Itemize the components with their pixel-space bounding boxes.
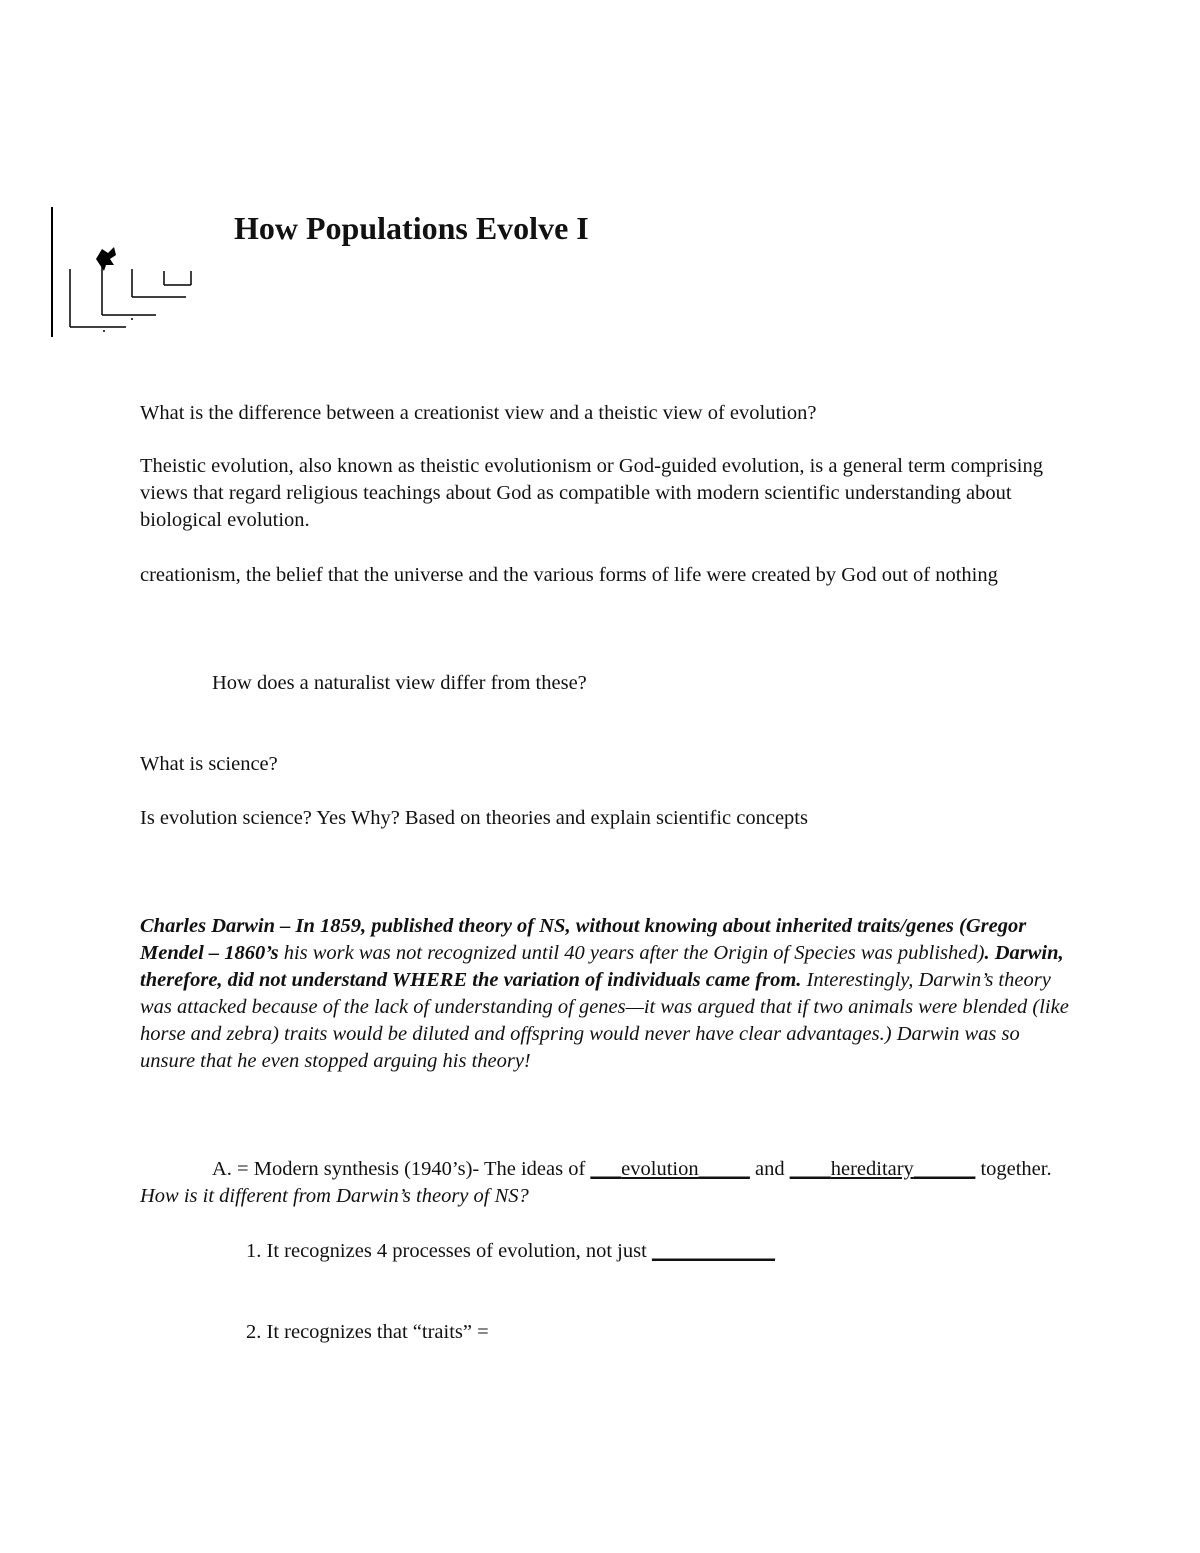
modern-synthesis-paragraph — [140, 1156, 1070, 1210]
list-item-processes — [246, 1238, 775, 1265]
item1-blank: ____________ — [651, 1240, 775, 1262]
darwin-italic-attack: Interestingly, Darwin’s theory was attacked because of the lack of understanding of genes—it was argued that if two animals were blended (like horse and zebra) traits would be diluted and offspring would never have clear advantages.) Darwin was so unsure that he even stopped arguing his theory! — [140, 969, 1069, 1072]
creationism-answer: creationism, the belief that the universe and the various forms of life were created by God out of nothing — [140, 564, 998, 586]
darwin-bold-intro: Charles Darwin – In 1859, published theory of NS, without knowing about inherited traits/genes (Gregor Mendel – 1860’s — [140, 915, 1027, 964]
synthesis-prefix: A. = Modern synthesis (1940’s)- The ideas of — [212, 1158, 591, 1180]
synthesis-suffix: together. — [975, 1158, 1052, 1180]
list-item-traits: 2. It recognizes that “traits” = — [246, 1321, 489, 1343]
question-what-is-science: What is science? — [140, 753, 278, 775]
darwin-italic-mendel: his work was not recognized until 40 years after the Origin of Species was published) — [278, 942, 985, 964]
darwin-bold-variation: . Darwin, therefore, did not understand WHERE the variation of individuals came from. — [140, 942, 1064, 991]
phylogenetic-tree-icon — [44, 205, 204, 345]
synthesis-mid: and — [749, 1158, 790, 1180]
synthesis-blank-1a: ___ — [590, 1158, 622, 1180]
synthesis-blank-1b: _____ — [698, 1158, 750, 1180]
question-is-evolution-science: Is evolution science? Yes Why? Based on theories and explain scientific concepts — [140, 807, 808, 829]
darwin-paragraph — [140, 913, 1070, 1075]
synthesis-blank-2a: ____ — [789, 1158, 831, 1180]
synthesis-fill-evolution: evolution — [621, 1158, 699, 1180]
item1-text: 1. It recognizes 4 processes of evolution, not just — [246, 1240, 652, 1262]
theistic-evolution-answer: Theistic evolution, also known as theistic evolutionism or God-guided evolution, is a general term comprising views that regard religious teachings about God as compatible with modern scientific understanding about biological evolution. — [140, 455, 1043, 531]
synthesis-blank-2b: ______ — [913, 1158, 976, 1180]
synthesis-fill-hereditary: hereditary — [830, 1158, 914, 1180]
page-title: How Populations Evolve I — [234, 210, 589, 246]
question-creationist-theistic: What is the difference between a creationist view and a theistic view of evolution? — [140, 402, 817, 424]
question-naturalist-view: How does a naturalist view differ from these? — [212, 672, 587, 694]
synthesis-question: How is it different from Darwin’s theory of NS? — [140, 1185, 529, 1207]
